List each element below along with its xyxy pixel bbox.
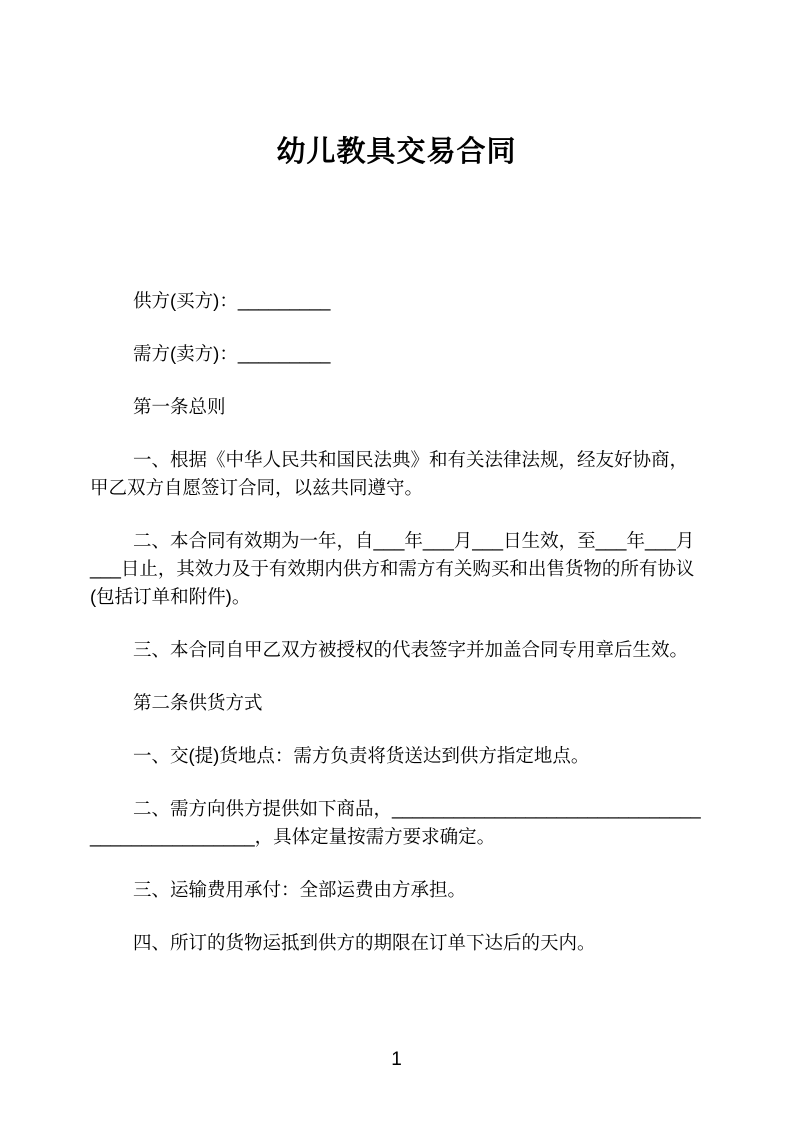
- section-1-heading: 第一条总则: [133, 396, 226, 417]
- contract-title: 幼儿教具交易合同: [276, 136, 517, 168]
- section-2-heading: 第二条供货方式: [133, 692, 263, 713]
- section-2-clause-3: 三、运输费用承付：全部运费由方承担。: [133, 879, 467, 900]
- section-1-clause-1: 一、根据《中华人民共和国民法典》和有关法律法规，经友好协商，甲乙双方自愿签订合同，以兹共同遵守。: [90, 449, 689, 498]
- party-demander-line: 需方(卖方)：_________: [133, 343, 331, 364]
- party-supplier-line: 供方(买方)：_________: [133, 290, 331, 311]
- section-2-clause-1: 一、交(提)货地点：需方负责将货送达到供方指定地点。: [133, 745, 590, 766]
- section-1-clause-2: 二、本合同有效期为一年，自___年___月___日生效，至___年___月___日止，其效力及于有效期内供方和需方有关购买和出售货物的所有协议(包括订单和附件)。: [90, 530, 695, 607]
- section-2-clause-4: 四、所订的货物运抵到供方的期限在订单下达后的天内。: [133, 932, 596, 953]
- page-number: 1: [391, 1049, 402, 1070]
- section-1-clause-3: 三、本合同自甲乙双方被授权的代表签字并加盖合同专用章后生效。: [133, 639, 689, 660]
- section-2-clause-2: 二、需方向供方提供如下商品，______________________________________________，具体定量按需方要求确定。: [90, 798, 701, 847]
